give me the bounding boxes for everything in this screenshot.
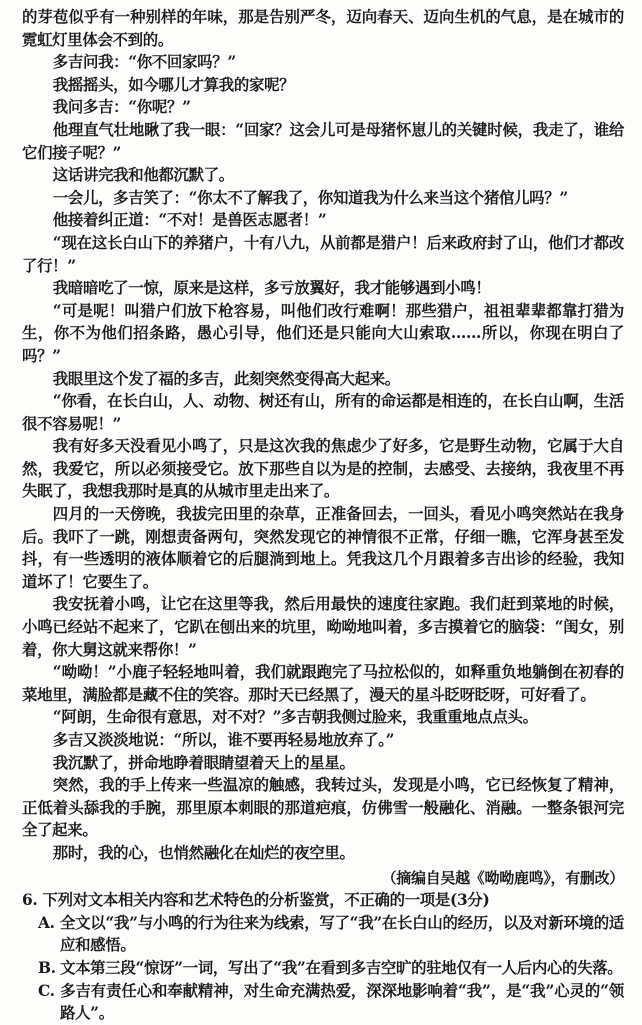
- option-letter: A.: [38, 913, 55, 932]
- paragraph: 我眼里这个发了福的多吉，此刻突然变得高大起来。: [52, 369, 400, 388]
- paragraph: 四月的一天傍晚，我拔完田里的杂草，正准备回去，一回头，看见小鸣突然站在我身后。我吓了一跳，刚想责备两句，突然发现它的神情很不正常，仔细一瞧，它浑身甚至发抖，有一些透明的液体顺着它的后腿淌到地上。凭我这几个月跟着多吉出诊的经验，我知道坏了！它要生了。: [22, 505, 624, 591]
- paragraph: 多吉问我：“你不回家吗？”: [52, 53, 236, 72]
- paragraph: 他接着纠正道：“不对！是兽医志愿者！”: [52, 211, 327, 230]
- paragraph: 我安抚着小鸣，让它在这里等我，然后用最快的速度往家跑。我们赶到菜地的时候，小鸣已经站不起来了，它趴在刨出来的坑里，呦呦地叫着，多吉摸着它的脑袋：“闺女，别着，你大舅这就来帮你！”: [22, 595, 624, 659]
- option-a: [22, 912, 624, 957]
- paragraph: 多吉又淡淡地说：“所以，谁不要再轻易地放弃了。”: [52, 731, 395, 749]
- option-letter: C.: [38, 981, 55, 1000]
- paragraph: 这话讲完我和他都沉默了。: [52, 166, 234, 185]
- paragraph: “现在这长白山下的养猪户，十有八九，从前都是猎户！后来政府封了山，他们才都改了行！”: [22, 233, 624, 275]
- passage: [22, 6, 624, 865]
- paragraph: 我暗暗吃了一惊，原来是这样，多亏放翼好，我才能够遇到小鸣！: [52, 279, 491, 298]
- paragraph: 我有好多天没看见小鸣了，只是这次我的焦虑少了好多，它是野生动物，它属于大自然，我爱它，所以必须接受它。放下那些自以为是的控制，去感受、去接纳，我夜里不再失眠了，我想我那时是真的从城市里走出来了。: [22, 437, 624, 501]
- paragraph: “可是呢！叫猎户们放下枪容易，叫他们改行难啊！那些猎户，祖祖辈辈都靠打猎为生，你不为他们招条路，愚心引导，他们还是只能向大山索取……所以，你现在明白了吗？”: [22, 301, 624, 365]
- paragraph: 的芽苞似乎有一种别样的年味，那是告别严冬，迈向春天、迈向生机的气息，是在城市的霓虹灯里体会不到的。: [22, 8, 624, 49]
- paragraph: “呦呦！”小鹿子轻轻地叫着，我们就跟跑完了马拉松似的，如释重负地躺倒在初春的菜地里，满脸都是藏不住的笑容。那时天已经黑了，漫天的星斗眨呀眨呀，可好看了。: [22, 663, 624, 704]
- question-stem: 6. 下列对文本相关内容和艺术特色的分析鉴赏，不正确的一项是(3分): [22, 891, 490, 910]
- paragraph: 一会儿，多吉笑了：“你太不了解我了，你知道我为什么来当这个猪倌儿吗？”: [52, 188, 568, 207]
- question-block: [22, 889, 624, 1025]
- option-text: 多吉有责任心和奉献精神，对生命充满热爱，深深地影响着“我”，是“我”心灵的“领路人”。: [60, 981, 624, 1023]
- option-b: [22, 957, 624, 980]
- paragraph: 我摇摇头，如今哪儿才算我的家呢？: [52, 75, 295, 94]
- paragraph: 他理直气壮地瞅了我一眼：“回家？这会儿可是母猪怀崽儿的关键时候，我走了，谁给它们接子呢？”: [22, 120, 624, 162]
- paragraph: 我问多吉：“你呢？”: [52, 98, 191, 117]
- option-text: 全文以“我”与小鸣的行为往来为线索，写了“我”在长白山的经历，以及对新环境的适应和感悟。: [60, 913, 624, 955]
- paragraph: “阿朗，生命很有意思，对不对？”多吉朝我侧过脸来，我重重地点点头。: [52, 708, 538, 727]
- source-citation: （摘编自吴越《呦呦鹿鸣》，有删改）: [381, 868, 624, 887]
- option-c: [22, 980, 624, 1025]
- paragraph: 我沉默了，拼命地睁着眼睛望着天上的星星。: [52, 753, 355, 772]
- paragraph: 那时，我的心，也悄然融化在灿烂的夜空里。: [52, 843, 355, 862]
- paragraph: “你看，在长白山，人、动物、树还有山，所有的命运都是相连的，在长白山啊，生活很不容易呢！”: [22, 392, 624, 433]
- question-options: [22, 912, 624, 1025]
- option-letter: B.: [38, 958, 56, 977]
- paragraph: 突然，我的手上传来一些温凉的触感，我转过头，发现是小鸣，它已经恢复了精神，正低着头舔我的手腕，那里原本刺眼的那道疤痕，仿佛雪一般融化、消融。一整条银河完全了起来。: [22, 776, 624, 840]
- option-text: 文本第三段“惊讶”一词，写出了“我”在看到多吉空旷的驻地仅有一人后内心的失落。: [60, 958, 623, 977]
